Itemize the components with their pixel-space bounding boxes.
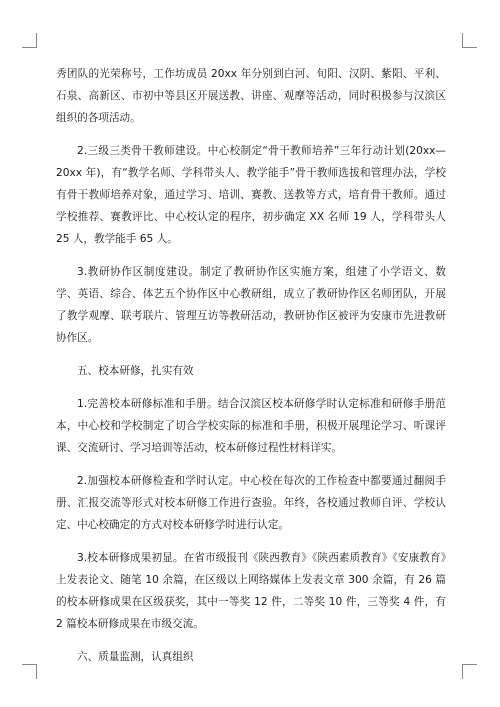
section-heading-quality-monitoring: 六、质量监测，认真组织 [77,651,194,663]
crop-mark-bottom-right [462,664,477,679]
crop-mark-top-right [462,33,477,48]
crop-mark-top-left [22,33,37,48]
paragraph-training-results: 3.校本研修成果初显。在省市级报刊《陕西教育》《陕西素质教育》《安康教育》上发表论文、随笔 10 余篇，在区级以上网络媒体上发表文章 300 余篇，有 26 篇的校本研修成果在区级获奖，其中一等奖 12 件，二等奖 10 件，三等奖 4 件，有 2 篇校本研修成果在市级交流。 [56,552,446,630]
paragraph-training-inspection: 2.加强校本研修检查和学时认定。中心校在每次的工作检查中都要通过翻阅手册、汇报交流等形式对校本研修工作进行查验。年终，各校通过教师自评、学校认定、中心校确定的方式对校本研修学时进行认定。 [56,475,446,531]
section-heading-school-training: 五、校本研修，扎实有效 [77,365,194,377]
crop-mark-bottom-left [22,664,37,679]
paragraph-backbone-teachers: 2.三级三类骨干教师建设。中心校制定“骨干教师培养”三年行动计划(20xx—20xx 年)，有“教学名师、学科带头人、教学能手”骨干教师选拔和管理办法，学校有骨干教师培养对象，通过学习、培训、赛教、送教等方式，培育骨干教师。通过学校推荐、赛教评比、中心校认定的程序，初步确定 XX 名师 19 人，学科带头人 25 人，教学能手 65 人。 [56,145,446,245]
paragraph-team-honor: 秀团队的光荣称号，工作坊成员 20xx 年分别到白河、旬阳、汉阴、紫阳、平利、石泉、高新区、市初中等县区开展送教、讲座、观摩等活动，同时积极参与汉滨区组织的各项活动。 [56,68,446,124]
document-body [56,63,446,679]
paragraph-collaboration-zone: 3.教研协作区制度建设。制定了教研协作区实施方案，组建了小学语文、数学、英语、综合、体艺五个协作区中心教研组，成立了教研协作区名师团队，开展了教学观摩、联考联片、管理互访等教研活动，教研协作区被评为安康市先进教研协作区。 [56,266,446,344]
paragraph-training-standards: 1.完善校本研修标准和手册。结合汉滨区校本研修学时认定标准和研修手册范本，中心校和学校制定了切合学校实际的标准和手册，积极开展理论学习、听课评课、交流研讨、学习培训等活动，校本研修过程性材料详实。 [56,398,446,454]
